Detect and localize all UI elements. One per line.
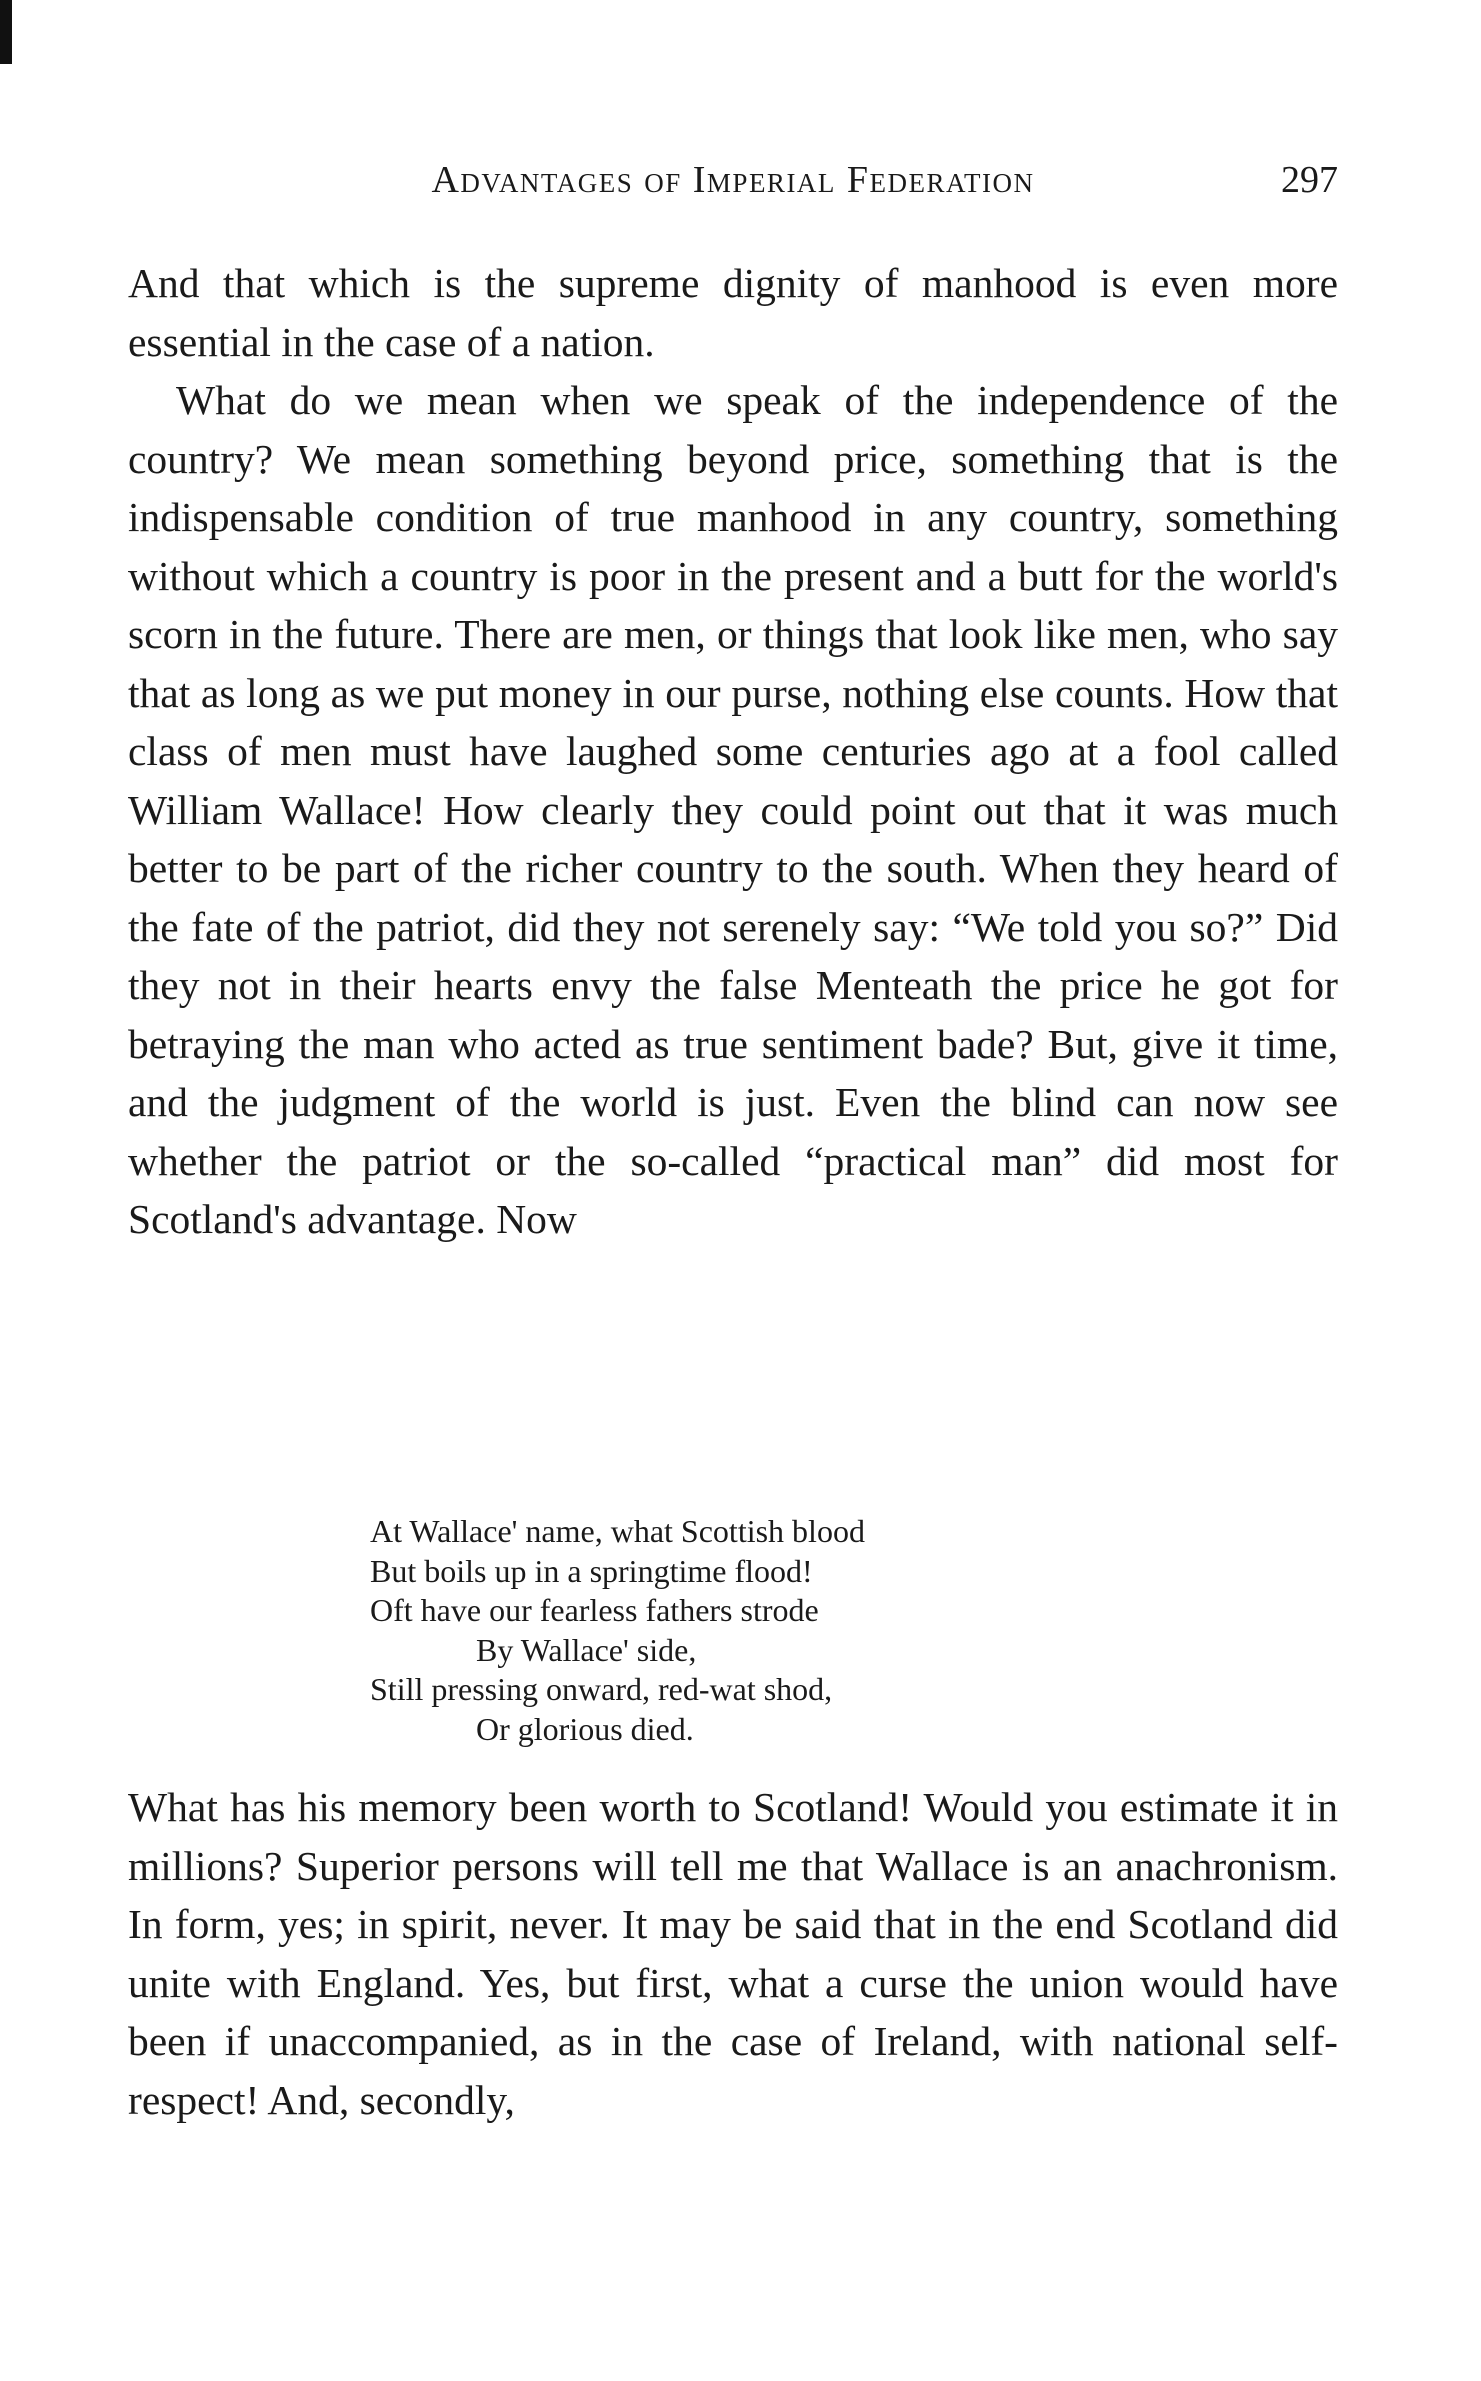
verse-line-5: Still pressing onward, red-wat shod, (370, 1671, 833, 1707)
verse-quotation (370, 1512, 1130, 1749)
paragraph-1: And that which is the supreme dignity of manhood is even more essential in the case of a nation. (128, 260, 1338, 365)
scan-edge-mark (0, 0, 12, 64)
body-text-upper (128, 254, 1338, 1249)
running-head (128, 158, 1338, 218)
paragraph-3: What has his memory been worth to Scotland! Would you estimate it in millions? Superior persons will tell me that Wallace is an anachronism. In form, yes; in spirit, never. It may be said that in the end Scotland did unite with England. Yes, but first, what a curse the union would have been if unaccompanied, as in the case of Ireland, with national self-respect! And, secondly, (128, 1784, 1338, 2123)
running-title: Advantages of Imperial Federation (431, 159, 1035, 201)
verse-line-6: Or glorious died. (476, 1710, 694, 1747)
verse-line-4: By Wallace' side, (476, 1631, 697, 1668)
verse-line-3: Oft have our fearless fathers strode (370, 1592, 819, 1628)
verse-line-1: At Wallace' name, what Scottish blood (370, 1513, 865, 1549)
page-number: 297 (1281, 159, 1338, 201)
verse-line-2: But boils up in a springtime flood! (370, 1552, 813, 1589)
paragraph-2: What do we mean when we speak of the independence of the country? We mean something beyond price, something that is the indispensable condition of true manhood in any country, something without which a country is poor in the present and a butt for the world's scorn in the future. There are men, or things that look like men, who say that as long as we put money in our purse, nothing else counts. How that class of men must have laughed some centuries ago at a fool called William Wallace! How clearly they could point out that it was much better to be part of the richer country to the south. When they heard of the fate of the patriot, did they not serenely say: “We told you so?” Did they not in their hearts envy the false Menteath the price he got for betraying the man who acted as true sentiment bade? But, give it time, and the judgment of the world is just. Even the blind can now see whether the patriot or the so-called “practical man” did most for Scotland's advantage. Now (128, 377, 1338, 1242)
body-text-lower (128, 1778, 1338, 2129)
